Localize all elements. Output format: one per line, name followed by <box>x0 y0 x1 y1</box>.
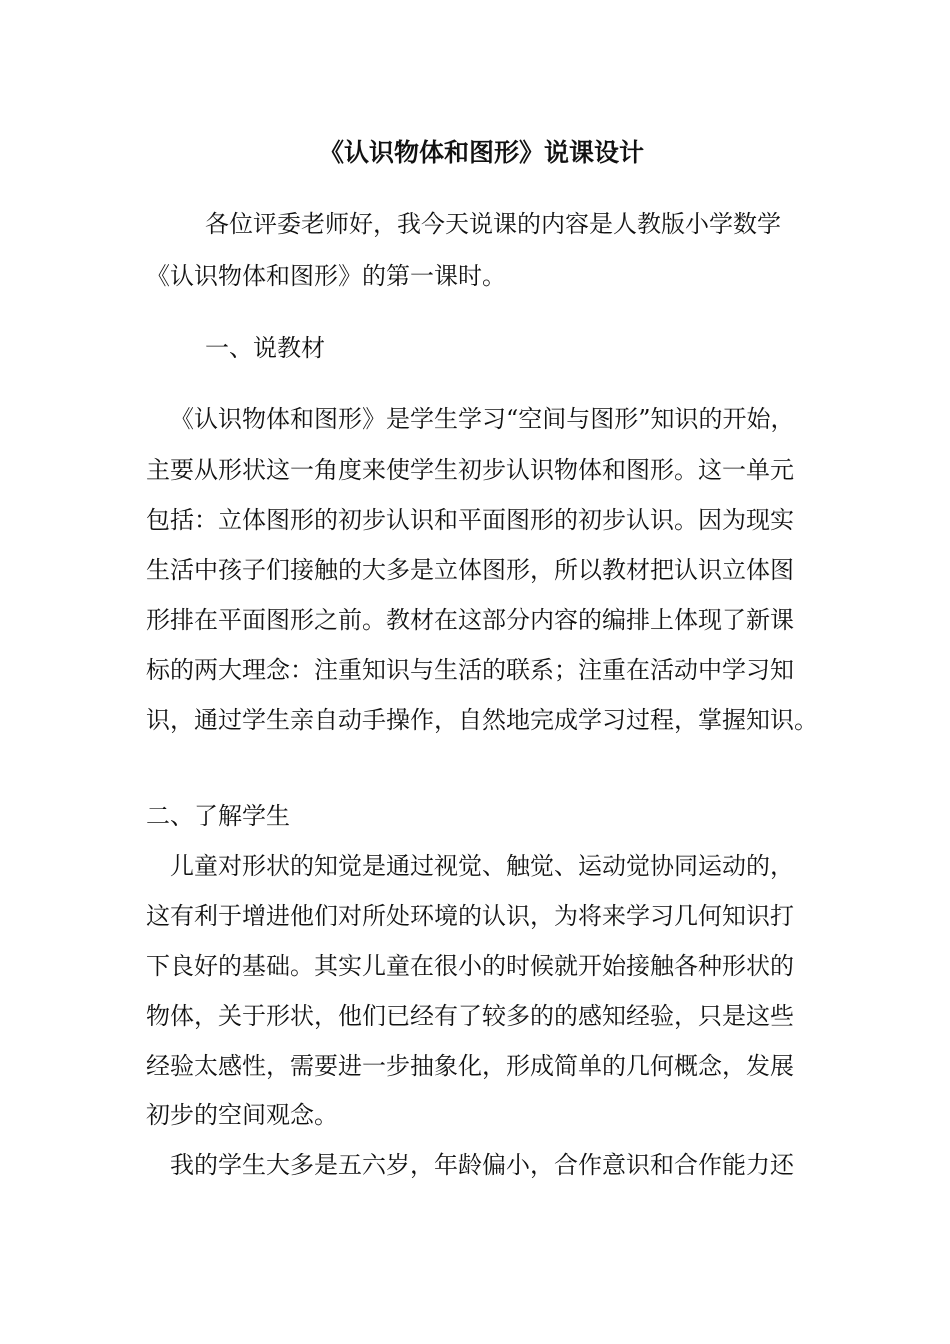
section1-line: 形排在平面图形之前。教材在这部分内容的编排上体现了新课 <box>146 606 794 634</box>
document-title: 《认识物体和图形》说课设计 <box>319 138 645 167</box>
section2-line: 下良好的基础。其实儿童在很小的时候就开始接触各种形状的 <box>146 952 794 980</box>
section2-line: 儿童对形状的知觉是通过视觉、触觉、运动觉协同运动的， <box>170 852 794 880</box>
section2-line: 这有利于增进他们对所处环境的认识，为将来学习几何知识打 <box>146 902 794 930</box>
intro-line: 各位评委老师好，我今天说课的内容是人教版小学数学 <box>205 210 781 238</box>
section2-line: 经验太感性，需要进一步抽象化，形成简单的几何概念，发展 <box>146 1052 794 1080</box>
section2-line: 物体，关于形状，他们已经有了较多的的感知经验，只是这些 <box>146 1002 794 1030</box>
section2-line: 我的学生大多是五六岁，年龄偏小，合作意识和合作能力还 <box>170 1151 794 1179</box>
section2-line: 初步的空间观念。 <box>146 1101 338 1129</box>
intro-line: 《认识物体和图形》的第一课时。 <box>146 262 506 290</box>
section1-line: 《认识物体和图形》是学生学习“空间与图形”知识的开始， <box>170 405 795 433</box>
section1-line: 主要从形状这一角度来使学生初步认识物体和图形。这一单元 <box>146 456 794 484</box>
section-heading-2: 二、了解学生 <box>146 802 290 830</box>
section1-line: 生活中孩子们接触的大多是立体图形，所以教材把认识立体图 <box>146 556 794 584</box>
section1-line: 识，通过学生亲自动手操作，自然地完成学习过程，掌握知识。 <box>146 706 818 734</box>
section-heading-1: 一、说教材 <box>205 334 325 362</box>
section1-line: 标的两大理念：注重知识与生活的联系；注重在活动中学习知 <box>146 656 794 684</box>
section1-line: 包括：立体图形的初步认识和平面图形的初步认识。因为现实 <box>146 506 794 534</box>
